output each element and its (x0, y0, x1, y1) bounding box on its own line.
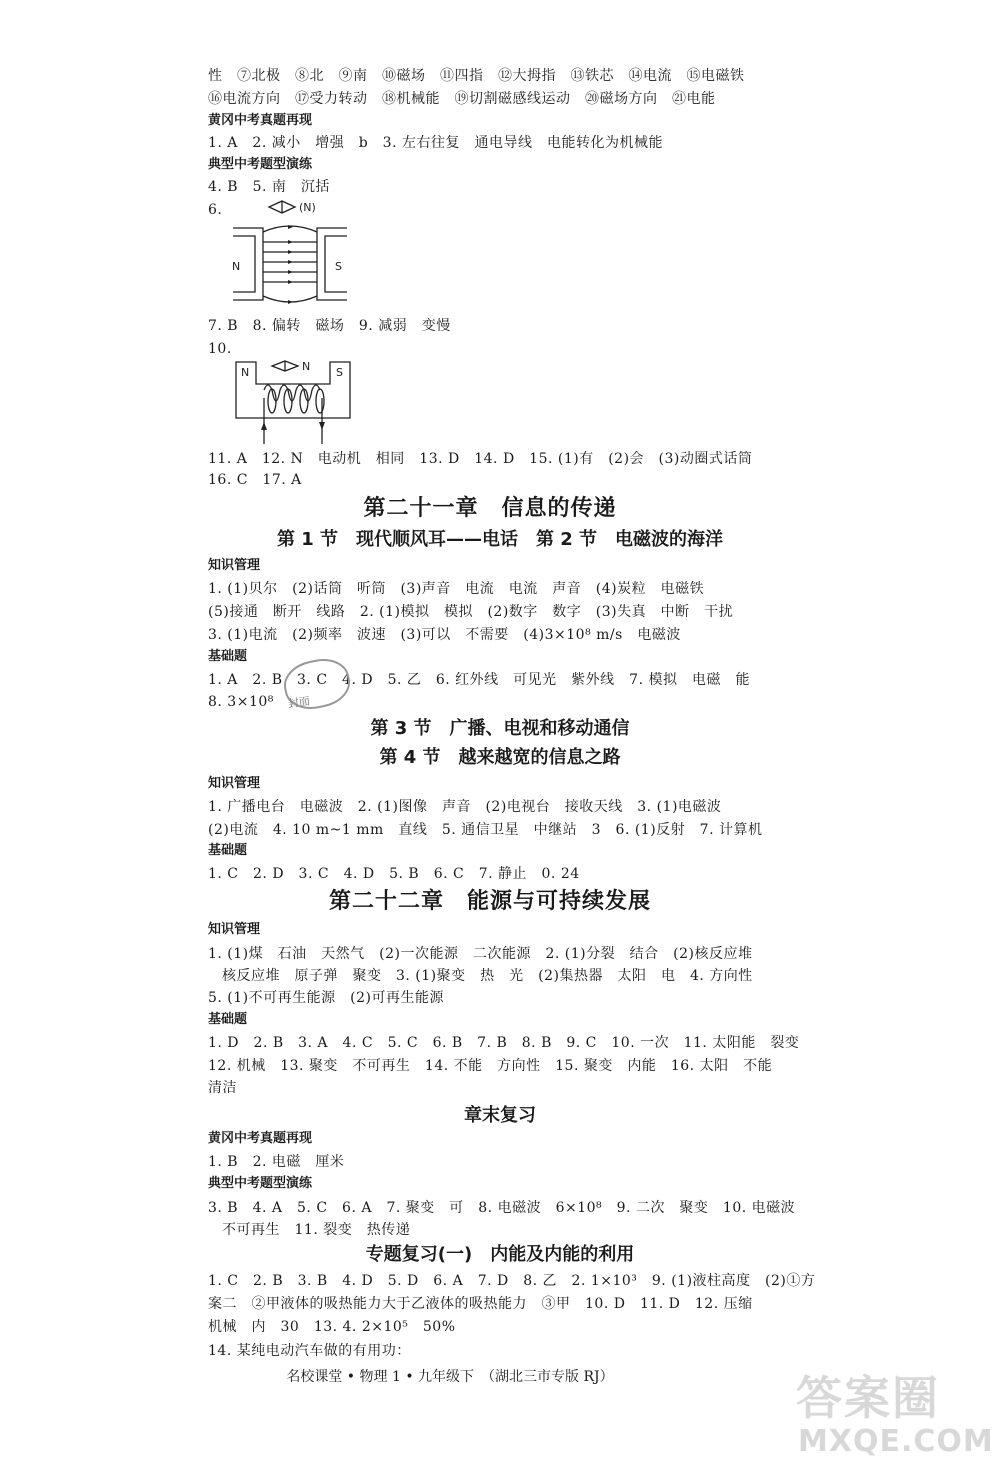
section-heading: 黄冈中考真题再现 (208, 113, 313, 128)
section-heading: 知识管理 (208, 776, 261, 791)
answer-line: 1. C 2. B 3. B 4. D 5. D 6. A 7. D 8. 乙 2. 1×10³ 9. (1)液柱高度 (2)①方 (208, 1273, 816, 1289)
answer-line: 12. 机械 13. 聚变 不可再生 14. 不能 方向性 15. 聚变 内能 16. 太阳 不能 (208, 1058, 773, 1074)
section-heading: 知识管理 (208, 922, 261, 937)
question-number: 10. (208, 341, 232, 357)
answer-line: 1. B 2. 电磁 厘米 (208, 1154, 345, 1170)
answer-line: 机械 内 30 13. 4. 2×10⁵ 50% (208, 1319, 456, 1335)
north-pole-label: N (232, 260, 241, 273)
answer-line: 清洁 (208, 1080, 237, 1096)
answer-line: 1. 广播电台 电磁波 2. (1)图像 声音 (2)电视台 接收天线 3. (1)电磁波 (208, 799, 722, 815)
answer-line: 7. B 8. 偏转 磁场 9. 减弱 变慢 (208, 318, 451, 334)
section-heading: 黄冈中考真题再现 (208, 1131, 313, 1146)
question-number: 6. (208, 202, 223, 218)
answer-line: ⑯电流方向 ⑰受力转动 ⑱机械能 ⑲切割磁感线运动 ⑳磁场方向 ㉑电能 (208, 91, 716, 107)
answer-line: 核反应堆 原子弹 聚变 3. (1)聚变 热 光 (2)集热器 太阳 电 4. 方向性 (222, 968, 753, 984)
section-title: 第 4 节 越来越宽的信息之路 (379, 747, 621, 768)
section-heading: 知识管理 (208, 558, 261, 573)
chapter-title: 第二十一章 信息的传递 (363, 496, 617, 521)
answer-line: (2)电流 4. 10 m~1 mm 直线 5. 通信卫星 中继站 3 6. (1)反射 7. 计算机 (208, 822, 763, 838)
compass-pole-label: (N) (299, 201, 316, 214)
magnetic-field-figure (225, 196, 355, 311)
section-title: 专题复习(一) 内能及内能的利用 (365, 1244, 635, 1265)
answer-line: 8. 3×10⁸ (208, 694, 274, 710)
answer-line: 3. (1)电流 (2)频率 波速 (3)可以 不需要 (4)3×10⁸ m/s 电磁波 (208, 627, 681, 643)
answer-line: (5)接通 断开 线路 2. (1)模拟 模拟 (2)数字 数字 (3)失真 中断 干扰 (208, 604, 734, 620)
compass-pole-label: N (302, 360, 311, 373)
answer-line: 1. A 2. B 3. C 4. D 5. 乙 6. 红外线 可见光 紫外线 7. 模拟 电磁 能 (208, 672, 750, 688)
answer-line: 16. C 17. A (208, 472, 302, 488)
answer-line: 不可再生 11. 裂变 热传递 (222, 1222, 411, 1238)
answer-line: 1. (1)贝尔 (2)话筒 听筒 (3)声音 电流 电流 声音 (4)炭粒 电磁铁 (208, 581, 705, 597)
section-title: 第 3 节 广播、电视和移动通信 (370, 718, 630, 739)
watermark-logo: 答案圈 (796, 1371, 940, 1425)
answer-line: 性 ⑦北极 ⑧北 ⑨南 ⑩磁场 ⑪四指 ⑫大拇指 ⑬铁芯 ⑭电流 ⑮电磁铁 (208, 68, 745, 84)
answer-line: 3. B 4. A 5. C 6. A 7. 聚变 可 8. 电磁波 6×10⁸ 9. 二次 聚变 10. 电磁波 (208, 1200, 796, 1216)
section-heading: 典型中考题型演练 (208, 1176, 313, 1191)
ink-stamp-text: 封面 (287, 694, 311, 711)
answer-line: 1. A 2. 减小 增强 b 3. 左右往复 通电导线 电能转化为机械能 (208, 135, 663, 151)
page-footer: 名校课堂 • 物理 1 • 九年级下 （湖北三市专版 RJ） (286, 1369, 614, 1385)
answer-line: 1. D 2. B 3. A 4. C 5. C 6. B 7. B 8. B 9. C 10. 一次 11. 太阳能 裂变 (208, 1035, 800, 1051)
electromagnet-figure (228, 358, 358, 446)
section-heading: 基础题 (208, 649, 248, 664)
answer-line: 14. 某纯电动汽车做的有用功： (208, 1343, 411, 1359)
section-heading: 典型中考题型演练 (208, 157, 313, 172)
north-pole-label: N (241, 366, 250, 379)
answer-line: 1. (1)煤 石油 天然气 (2)一次能源 二次能源 2. (1)分裂 结合 (2)核反应堆 (208, 946, 753, 962)
section-heading: 基础题 (208, 1012, 248, 1027)
answer-line: 11. A 12. N 电动机 相同 13. D 14. D 15. (1)有 (2)会 (3)动圈式话筒 (208, 451, 753, 467)
section-title: 章末复习 (464, 1105, 536, 1126)
answer-line: 1. C 2. D 3. C 4. D 5. B 6. C 7. 静止 0. 24 (208, 866, 580, 882)
answer-line: 5. (1)不可再生能源 (2)可再生能源 (208, 990, 444, 1006)
south-pole-label: S (336, 366, 343, 379)
answer-line: 4. B 5. 南 沉括 (208, 179, 330, 195)
south-pole-label: S (335, 260, 342, 273)
section-title: 第 1 节 现代顺风耳——电话 第 2 节 电磁波的海洋 (276, 529, 724, 550)
chapter-title: 第二十二章 能源与可持续发展 (328, 889, 651, 914)
section-heading: 基础题 (208, 843, 248, 858)
answer-line: 案二 ②甲液体的吸热能力大于乙液体的吸热能力 ③甲 10. D 11. D 12. 压缩 (208, 1296, 753, 1312)
watermark-url: MXQE.COM (798, 1424, 994, 1459)
